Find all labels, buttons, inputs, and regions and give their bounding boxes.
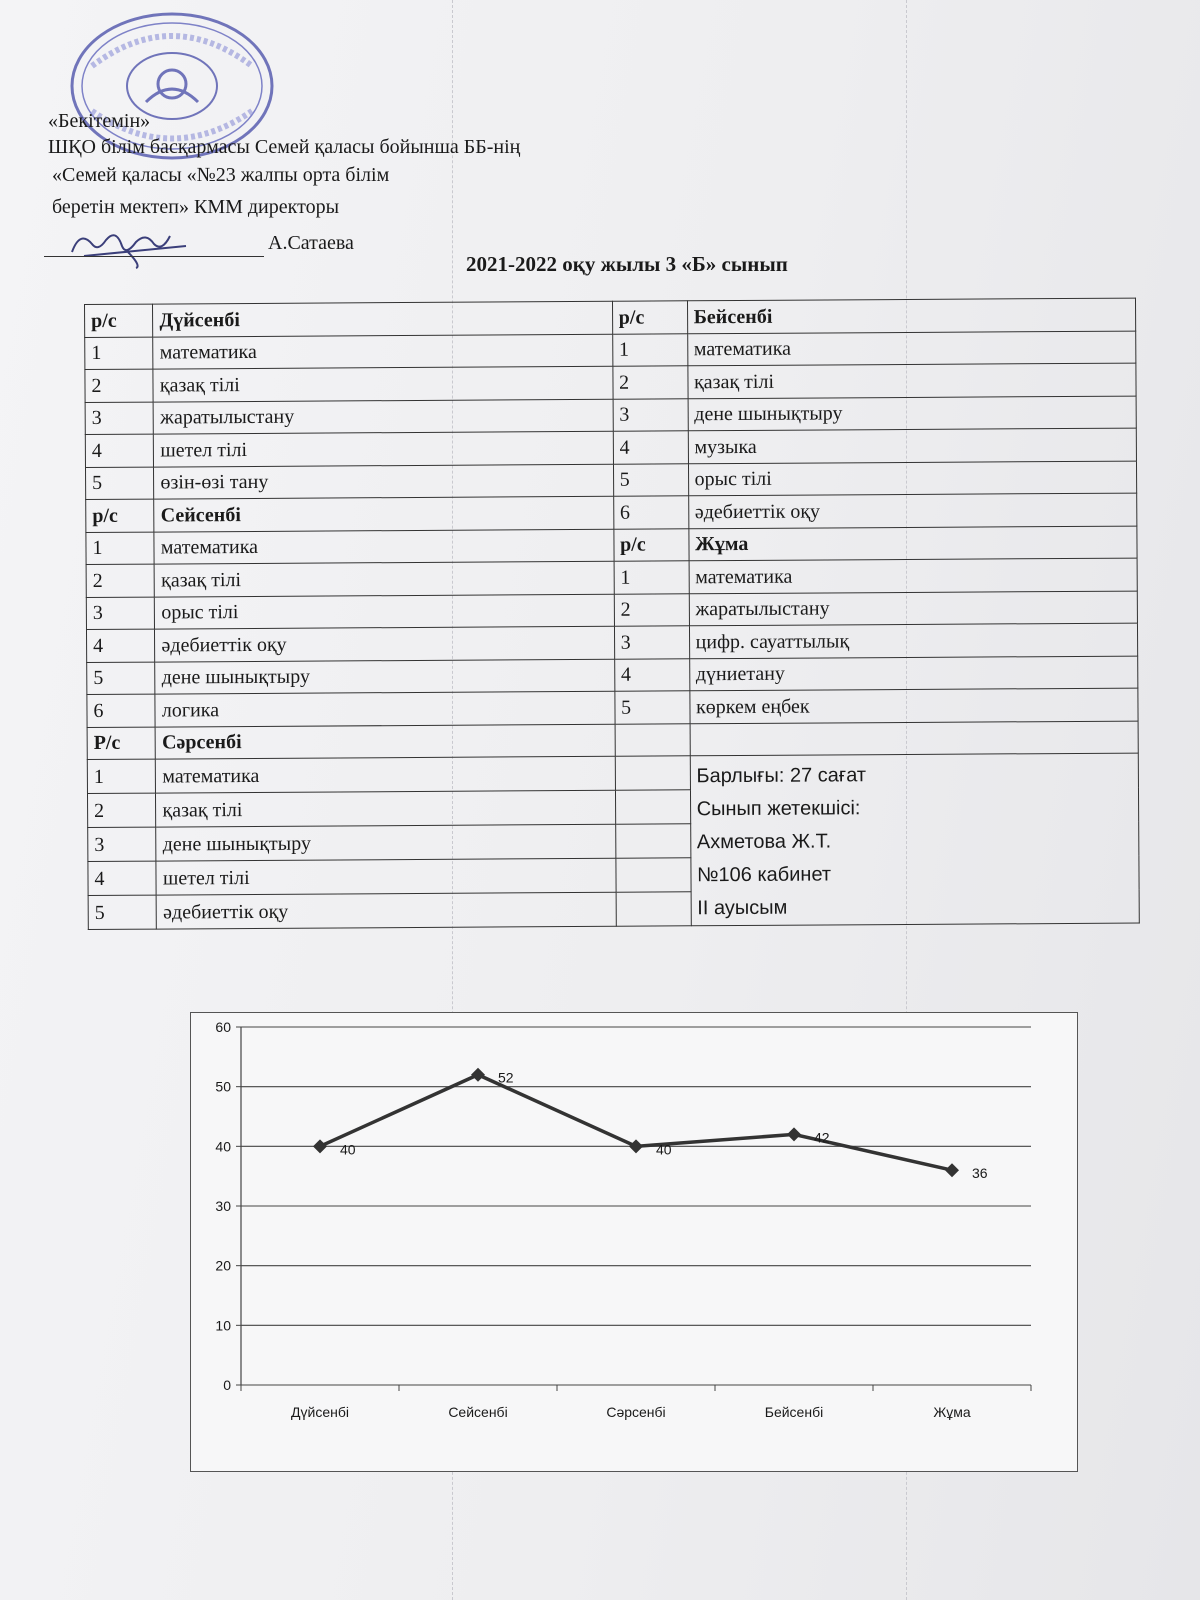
lesson-subject: музыка bbox=[688, 428, 1137, 463]
lesson-subject: әдебиеттік оқу bbox=[155, 626, 614, 661]
empty-cell bbox=[615, 824, 690, 858]
lesson-number: 5 bbox=[87, 662, 156, 695]
lesson-number: 1 bbox=[85, 337, 154, 370]
lesson-subject: көркем еңбек bbox=[689, 688, 1138, 723]
data-label: 52 bbox=[498, 1069, 514, 1086]
schedule-summary bbox=[690, 753, 1139, 926]
lesson-subject: өзін-өзі тану bbox=[154, 464, 613, 499]
day-header-num: р/с bbox=[612, 301, 687, 334]
day-header-num: р/с bbox=[614, 528, 689, 561]
data-point bbox=[471, 1068, 485, 1082]
data-point bbox=[629, 1139, 643, 1153]
approval-line: «Бекітемін» bbox=[48, 110, 151, 132]
x-tick-label: Бейсенбі bbox=[764, 1404, 824, 1420]
lesson-subject bbox=[690, 721, 1139, 756]
empty-cell bbox=[616, 858, 691, 892]
data-point bbox=[787, 1127, 801, 1141]
approval-line: ШҚО білім басқармасы Семей қаласы бойынша ББ-нің bbox=[48, 136, 521, 158]
approval-line: беретін мектеп» КММ директоры bbox=[52, 196, 340, 218]
signature-line bbox=[44, 256, 264, 257]
lesson-number bbox=[615, 723, 690, 756]
y-tick-label: 40 bbox=[215, 1138, 231, 1155]
y-tick-label: 10 bbox=[215, 1317, 231, 1334]
lesson-subject: жаратылыстану bbox=[689, 591, 1138, 626]
lesson-number: 6 bbox=[87, 694, 156, 727]
lesson-number: 4 bbox=[613, 431, 688, 464]
lesson-subject: орыс тілі bbox=[688, 461, 1137, 496]
lesson-number: 4 bbox=[86, 629, 155, 662]
lesson-number: 2 bbox=[613, 366, 688, 399]
x-tick-label: Сейсенбі bbox=[448, 1404, 508, 1420]
lesson-number: 3 bbox=[86, 597, 155, 630]
x-tick-label: Жұма bbox=[933, 1404, 971, 1420]
y-tick-label: 0 bbox=[223, 1377, 231, 1393]
summary-line: Барлығы: 27 сағат bbox=[696, 764, 867, 788]
schedule-table bbox=[84, 298, 1140, 930]
lesson-number: 5 bbox=[613, 463, 688, 496]
lesson-subject: әдебиеттік оқу bbox=[157, 892, 616, 929]
day-header-num: Р/с bbox=[87, 727, 156, 760]
lesson-number: 1 bbox=[614, 561, 689, 594]
lesson-subject: қазақ тілі bbox=[153, 366, 612, 401]
lesson-subject: орыс тілі bbox=[155, 594, 614, 629]
lessons-chart bbox=[190, 1012, 1078, 1472]
lesson-number: 4 bbox=[88, 861, 157, 895]
lesson-subject: математика bbox=[153, 334, 612, 369]
lesson-subject: дене шынықтыру bbox=[688, 396, 1137, 431]
summary-line: №106 кабинет bbox=[696, 863, 832, 887]
lesson-subject: жаратылыстану bbox=[153, 399, 612, 434]
day-header: Сәрсенбі bbox=[155, 724, 614, 759]
lesson-number: 4 bbox=[614, 658, 689, 691]
lesson-subject: қазақ тілі bbox=[154, 561, 613, 596]
day-header-num: р/с bbox=[85, 304, 154, 337]
lesson-number: 1 bbox=[87, 759, 156, 793]
lesson-subject: логика bbox=[155, 691, 614, 726]
lesson-number: 3 bbox=[613, 398, 688, 431]
lesson-subject: математика bbox=[687, 331, 1136, 366]
day-header: Жұма bbox=[688, 526, 1137, 561]
approval-line: «Семей қаласы «№23 жалпы орта білім bbox=[52, 164, 390, 186]
series-line bbox=[320, 1075, 952, 1170]
lesson-number: 5 bbox=[88, 895, 157, 929]
y-tick-label: 20 bbox=[215, 1257, 231, 1274]
day-header: Дүйсенбі bbox=[153, 301, 612, 336]
lesson-number: 5 bbox=[85, 467, 154, 500]
lesson-subject: әдебиеттік оқу bbox=[688, 493, 1137, 528]
lesson-number: 1 bbox=[612, 333, 687, 366]
lesson-number: 2 bbox=[85, 369, 154, 402]
empty-cell bbox=[615, 756, 690, 790]
lesson-subject: дене шынықтыру bbox=[155, 659, 614, 694]
lesson-number: 2 bbox=[87, 793, 156, 827]
page-title: 2021-2022 оқу жылы 3 «Б» сынып bbox=[466, 252, 788, 276]
lesson-number: 3 bbox=[614, 626, 689, 659]
director-name: А.Сатаева bbox=[268, 232, 354, 254]
y-tick-label: 30 bbox=[215, 1198, 231, 1214]
empty-cell bbox=[615, 790, 690, 824]
lesson-subject: қазақ тілі bbox=[687, 363, 1136, 398]
y-tick-label: 50 bbox=[215, 1078, 231, 1095]
y-tick-label: 60 bbox=[215, 1019, 231, 1035]
lesson-number: 2 bbox=[86, 564, 155, 597]
lesson-number: 3 bbox=[85, 402, 154, 435]
lesson-subject: цифр. сауаттылық bbox=[689, 623, 1138, 658]
line-chart bbox=[191, 1013, 1077, 1471]
empty-cell bbox=[616, 892, 691, 926]
lesson-subject: математика bbox=[156, 756, 615, 793]
lesson-number: 2 bbox=[614, 593, 689, 626]
data-point bbox=[945, 1163, 959, 1177]
lesson-subject: шетел тілі bbox=[156, 858, 615, 895]
summary-line: II ауысым bbox=[697, 896, 788, 920]
x-tick-label: Дүйсенбі bbox=[291, 1404, 349, 1420]
data-label: 40 bbox=[340, 1141, 356, 1158]
data-label: 42 bbox=[814, 1129, 830, 1146]
lesson-subject: дене шынықтыру bbox=[156, 824, 615, 861]
data-label: 36 bbox=[972, 1165, 988, 1182]
lesson-number: 1 bbox=[86, 532, 155, 565]
lesson-number: 6 bbox=[613, 496, 688, 529]
data-point bbox=[313, 1139, 327, 1153]
day-header: Бейсенбі bbox=[687, 298, 1136, 333]
table-row bbox=[87, 753, 1138, 793]
lesson-number: 4 bbox=[85, 434, 154, 467]
lesson-subject: қазақ тілі bbox=[156, 790, 615, 827]
summary-line: Ахметова Ж.Т. bbox=[696, 830, 832, 854]
lesson-subject: шетел тілі bbox=[154, 431, 613, 466]
signature-icon bbox=[66, 222, 196, 270]
lesson-subject: математика bbox=[689, 558, 1138, 593]
lesson-subject: математика bbox=[154, 529, 613, 564]
summary-line: Сынып жетекшісі: bbox=[696, 797, 861, 821]
lesson-subject: дүниетану bbox=[689, 656, 1138, 691]
lesson-number: 5 bbox=[615, 691, 690, 724]
day-header: Сейсенбі bbox=[154, 496, 613, 531]
x-tick-label: Сәрсенбі bbox=[606, 1404, 666, 1420]
lesson-number: 3 bbox=[88, 827, 157, 861]
day-header-num: р/с bbox=[86, 499, 155, 532]
data-label: 40 bbox=[656, 1141, 672, 1158]
